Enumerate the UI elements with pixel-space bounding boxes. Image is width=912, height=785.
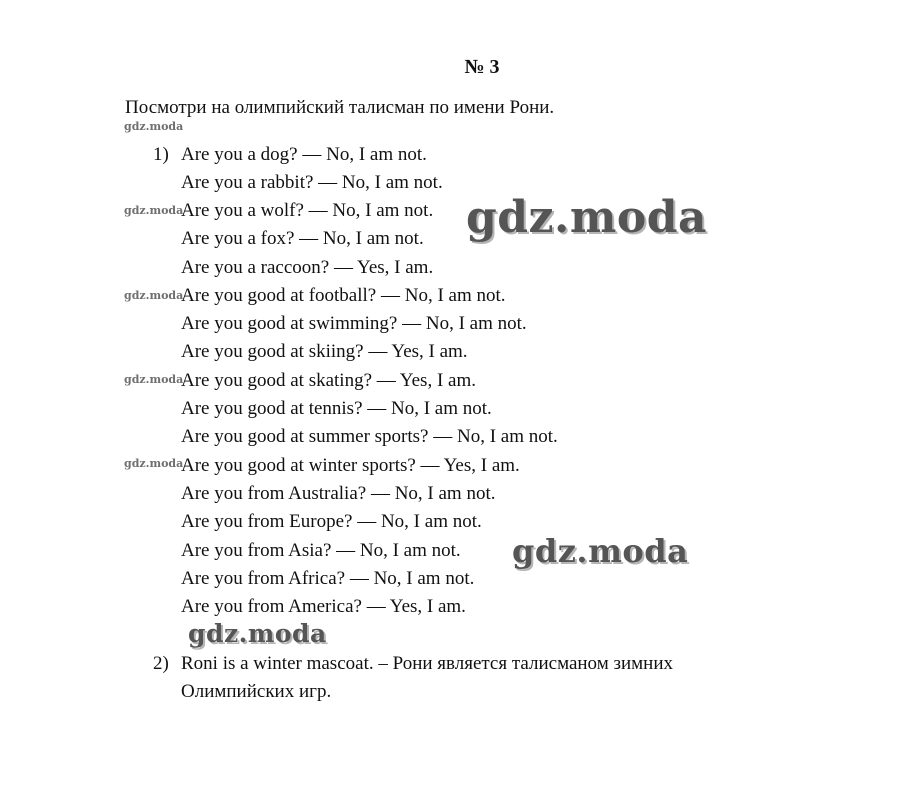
- answer-line: Are you good at football? — No, I am not.: [181, 285, 506, 306]
- answer-line: Are you from Australia? — No, I am not.: [181, 483, 496, 504]
- exercise-number: № 3: [464, 56, 500, 78]
- answer-line: Are you good at winter sports? — Yes, I am.: [181, 455, 520, 476]
- item-2-number: 2): [153, 653, 169, 674]
- intro-text: Посмотри на олимпийский талисман по имени Рони.: [125, 97, 555, 118]
- watermark-small: gdz.moda: [124, 457, 184, 470]
- answer-line: Are you from Africa? — No, I am not.: [181, 568, 475, 589]
- answer-line: Roni is a winter mascoat. – Рони является талисманом зимних: [181, 653, 674, 674]
- answer-line: Are you from America? — Yes, I am.: [181, 596, 466, 617]
- answer-line: Are you a wolf? — No, I am not.: [181, 200, 434, 221]
- watermark-large: gdz.moda: [466, 192, 708, 243]
- answer-line: Are you a rabbit? — No, I am not.: [181, 172, 443, 193]
- answer-line: Are you from Europe? — No, I am not.: [181, 511, 482, 532]
- watermark-small: gdz.moda: [124, 204, 184, 217]
- answer-line: Are you a fox? — No, I am not.: [181, 228, 424, 249]
- answer-line: Are you a raccoon? — Yes, I am.: [181, 257, 434, 278]
- answer-line: Are you good at skiing? — Yes, I am.: [181, 341, 468, 362]
- answer-line: Are you good at summer sports? — No, I am not.: [181, 426, 558, 447]
- answer-line: Are you good at swimming? — No, I am not.: [181, 313, 527, 334]
- answer-line: Олимпийских игр.: [181, 681, 332, 702]
- answer-line: Are you good at skating? — Yes, I am.: [181, 370, 476, 391]
- watermark-small: gdz.moda: [124, 120, 184, 133]
- watermark-small: gdz.moda: [124, 289, 184, 302]
- watermark-small: gdz.moda: [124, 373, 184, 386]
- answer-line: Are you from Asia? — No, I am not.: [181, 540, 461, 561]
- answer-line: Are you good at tennis? — No, I am not.: [181, 398, 492, 419]
- answer-line: Are you a dog? — No, I am not.: [181, 144, 427, 165]
- item-1-number: 1): [153, 144, 169, 165]
- watermark-large: gdz.moda: [512, 532, 689, 570]
- watermark-large: gdz.moda: [188, 619, 327, 648]
